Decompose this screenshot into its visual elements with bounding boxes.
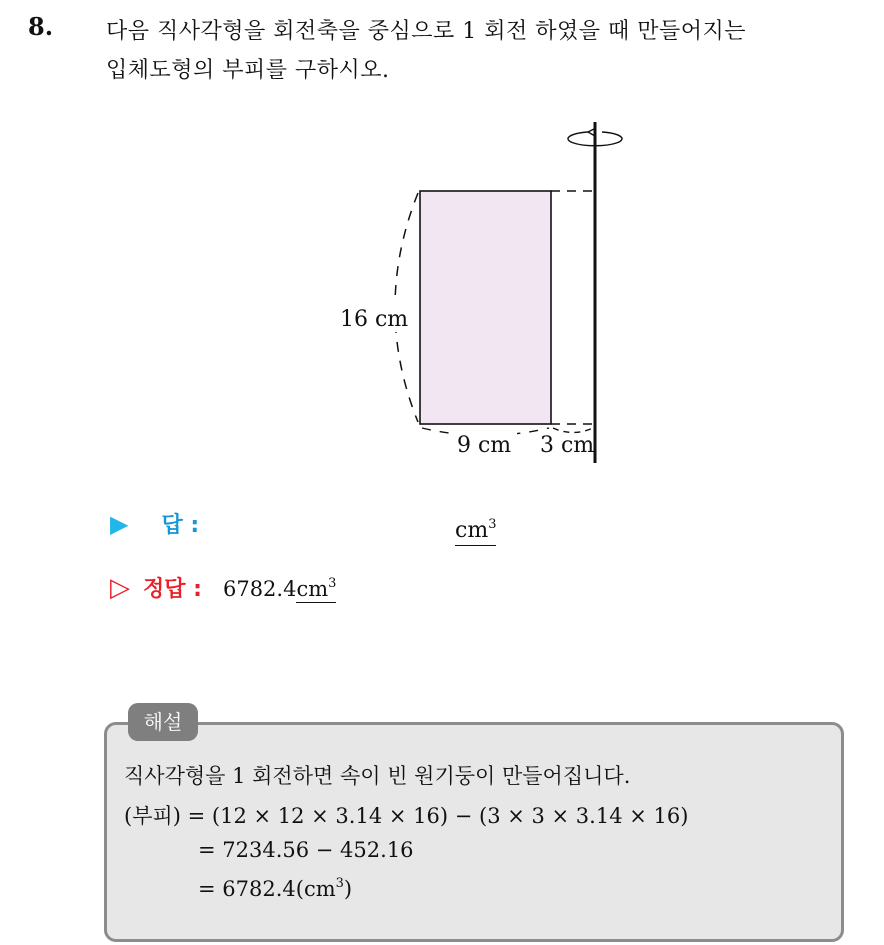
width-label: 9 cm: [457, 433, 512, 458]
correct-answer-row: [110, 572, 336, 603]
answer-label: 답 :: [161, 513, 200, 538]
correct-value: $6782.4cm^3$: [222, 576, 337, 601]
rotation-figure: [320, 118, 640, 468]
question-number: 8.: [28, 12, 54, 41]
outline-triangle-icon: ▷: [110, 573, 130, 603]
explanation-line-3: = 7234.56 − 452.16: [198, 838, 414, 862]
gap-label: 3 cm: [540, 433, 595, 458]
explanation-line-4: = $6782.4(cm^3)$: [198, 876, 353, 901]
explanation-tag: 해설: [128, 703, 198, 741]
question-text-line-2: 입체도형의 부피를 구하시오.: [106, 58, 390, 83]
answer-unit: $cm^3$: [455, 512, 496, 546]
explanation-line-1: 직사각형을 1 회전하면 속이 빈 원기둥이 만들어집니다.: [124, 764, 631, 788]
play-icon: ▶: [110, 510, 129, 538]
explanation-box: [104, 722, 844, 942]
explanation-line-2: (부피) = (12 × 12 × 3.14 × 16) − (3 × 3 × 3.14 × 16): [124, 804, 689, 828]
question-text-line-1: 다음 직사각형을 회전축을 중심으로 1 회전 하였을 때 만들어지는: [106, 19, 746, 44]
correct-label: 정답 :: [143, 577, 202, 602]
answer-row: [110, 508, 199, 539]
rectangle-shape: [420, 191, 551, 424]
height-label: 16 cm: [340, 307, 409, 332]
gap-brace: [553, 428, 593, 433]
